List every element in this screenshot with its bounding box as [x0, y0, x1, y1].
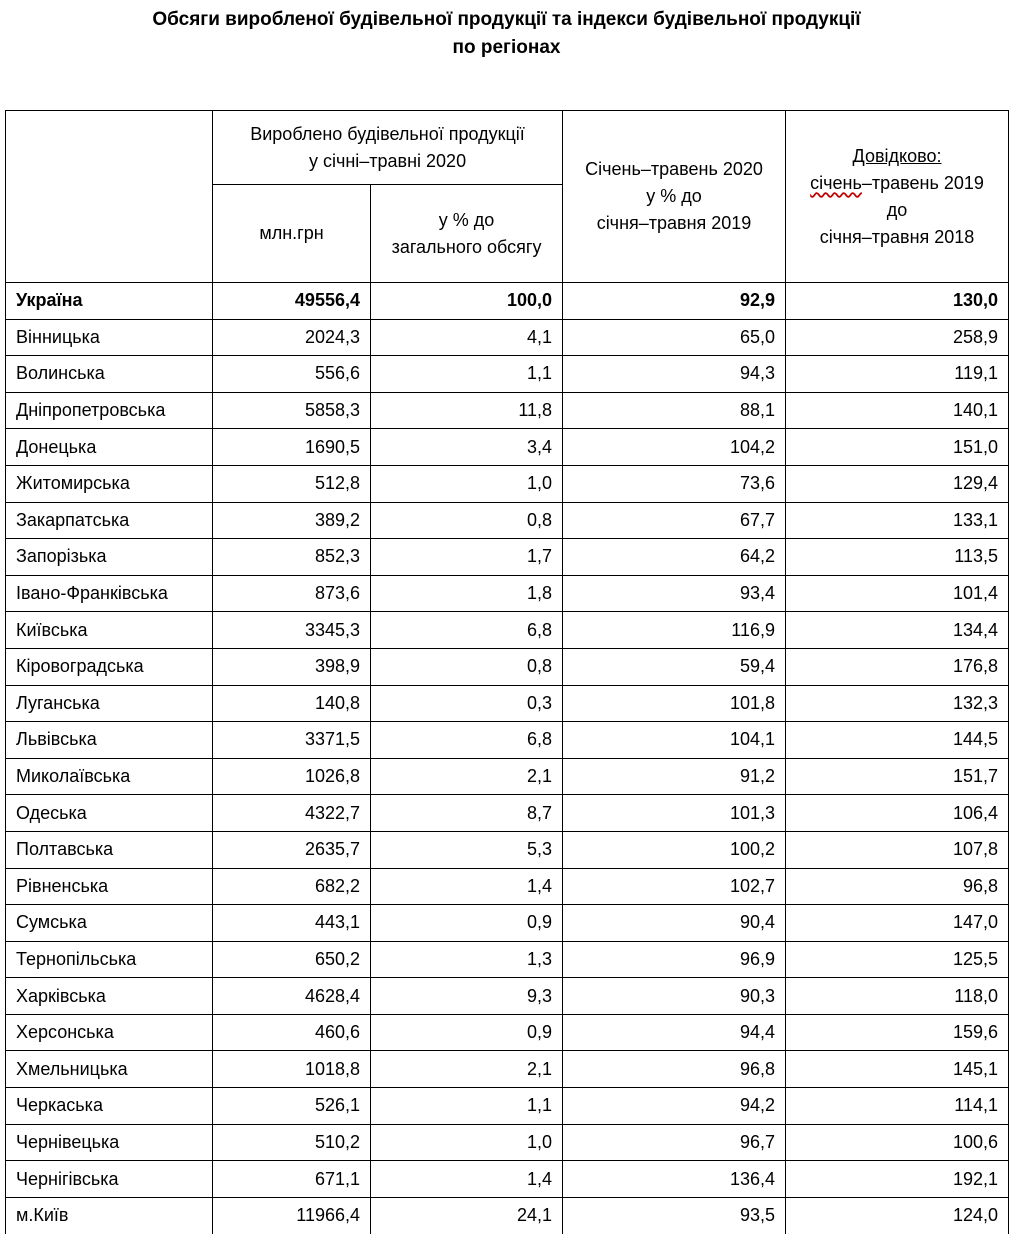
table-row: [6, 392, 1009, 429]
mln-uah-cell: 650,2: [213, 941, 371, 978]
mln-uah-cell: 460,6: [213, 1014, 371, 1051]
region-name-cell: Львівська: [6, 722, 213, 759]
table-row: [6, 465, 1009, 502]
region-name-cell: Київська: [6, 612, 213, 649]
mln-uah-cell: 389,2: [213, 502, 371, 539]
table-row: [6, 575, 1009, 612]
region-name-cell: Чернігівська: [6, 1161, 213, 1198]
pct-total-cell: 0,8: [371, 648, 563, 685]
index-2019-cell: 159,6: [786, 1014, 1009, 1051]
header-region-cell: [6, 111, 213, 283]
index-2019-cell: 114,1: [786, 1088, 1009, 1125]
mln-uah-cell: 5858,3: [213, 392, 371, 429]
pct-total-cell: 1,8: [371, 575, 563, 612]
pct-total-cell: 6,8: [371, 612, 563, 649]
mln-uah-cell: 11966,4: [213, 1197, 371, 1234]
table-row: [6, 685, 1009, 722]
index-2019-cell: 144,5: [786, 722, 1009, 759]
index-2019-cell: 132,3: [786, 685, 1009, 722]
pct-total-cell: 5,3: [371, 831, 563, 868]
pct-total-cell: 1,7: [371, 539, 563, 576]
region-name-cell: Кіровоградська: [6, 648, 213, 685]
mln-uah-cell: 4322,7: [213, 795, 371, 832]
table-row: [6, 1051, 1009, 1088]
region-name-cell: Рівненська: [6, 868, 213, 905]
mln-uah-cell: 1690,5: [213, 429, 371, 466]
mln-uah-cell: 526,1: [213, 1088, 371, 1125]
region-name-cell: Івано-Франківська: [6, 575, 213, 612]
mln-uah-cell: 852,3: [213, 539, 371, 576]
region-name-cell: Тернопільська: [6, 941, 213, 978]
pct-total-cell: 1,1: [371, 1088, 563, 1125]
header-pct-total: [371, 185, 563, 283]
mln-uah-cell: 398,9: [213, 648, 371, 685]
spellcheck-word: січень: [810, 172, 862, 193]
index-2020-cell: 94,2: [563, 1088, 786, 1125]
header-reference-line-3: січня–травня 2018: [819, 226, 975, 247]
index-2019-cell: 140,1: [786, 392, 1009, 429]
pct-total-cell: 0,9: [371, 1014, 563, 1051]
region-name-cell: Хмельницька: [6, 1051, 213, 1088]
index-2020-cell: 73,6: [563, 465, 786, 502]
header-reference-title: Довідково:: [852, 145, 942, 166]
header-jan-may-line-3: січня–травня 2019: [596, 213, 752, 233]
header-reference: [786, 111, 1009, 283]
index-2019-cell: 100,6: [786, 1124, 1009, 1161]
index-2019-cell: 147,0: [786, 905, 1009, 942]
table-row: [6, 356, 1009, 393]
table-row: [6, 722, 1009, 759]
mln-uah-cell: 3371,5: [213, 722, 371, 759]
mln-uah-cell: 2635,7: [213, 831, 371, 868]
index-2020-cell: 101,3: [563, 795, 786, 832]
mln-uah-cell: 873,6: [213, 575, 371, 612]
mln-uah-cell: 4628,4: [213, 978, 371, 1015]
region-name-cell: м.Київ: [6, 1197, 213, 1234]
region-name-cell: Одеська: [6, 795, 213, 832]
index-2020-cell: 64,2: [563, 539, 786, 576]
pct-total-cell: 3,4: [371, 429, 563, 466]
title-line-1: Обсяги виробленої будівельної продукції та індекси будівельної продукції: [152, 9, 861, 30]
index-2019-cell: 192,1: [786, 1161, 1009, 1198]
index-2019-cell: 130,0: [786, 283, 1009, 320]
table-row: [6, 795, 1009, 832]
table-row: [6, 429, 1009, 466]
index-2019-cell: 101,4: [786, 575, 1009, 612]
index-2020-cell: 67,7: [563, 502, 786, 539]
mln-uah-cell: 3345,3: [213, 612, 371, 649]
mln-uah-cell: 1018,8: [213, 1051, 371, 1088]
table-row: [6, 1197, 1009, 1234]
table-row: [6, 1124, 1009, 1161]
region-name-cell: Донецька: [6, 429, 213, 466]
header-jan-may-2020: [563, 111, 786, 283]
index-2019-cell: 118,0: [786, 978, 1009, 1015]
index-2020-cell: 91,2: [563, 758, 786, 795]
regional-construction-table: [5, 110, 1009, 1234]
table-row: [6, 648, 1009, 685]
region-name-cell: Житомирська: [6, 465, 213, 502]
region-name-cell: Україна: [6, 283, 213, 320]
index-2020-cell: 136,4: [563, 1161, 786, 1198]
index-2019-cell: 145,1: [786, 1051, 1009, 1088]
index-2020-cell: 94,4: [563, 1014, 786, 1051]
mln-uah-cell: 2024,3: [213, 319, 371, 356]
index-2020-cell: 94,3: [563, 356, 786, 393]
index-2019-cell: 107,8: [786, 831, 1009, 868]
pct-total-cell: 9,3: [371, 978, 563, 1015]
header-jan-may-line-1: Січень–травень 2020: [585, 159, 763, 179]
pct-total-cell: 1,0: [371, 1124, 563, 1161]
index-2020-cell: 59,4: [563, 648, 786, 685]
region-name-cell: Запорізька: [6, 539, 213, 576]
region-name-cell: Миколаївська: [6, 758, 213, 795]
table-row: [6, 319, 1009, 356]
header-reference-line-1: [796, 170, 998, 197]
pct-total-cell: 0,3: [371, 685, 563, 722]
region-name-cell: Сумська: [6, 905, 213, 942]
table-row: [6, 978, 1009, 1015]
title-line-2: по регіонах: [452, 37, 561, 58]
index-2020-cell: 96,9: [563, 941, 786, 978]
index-2019-cell: 125,5: [786, 941, 1009, 978]
region-name-cell: Херсонська: [6, 1014, 213, 1051]
index-2020-cell: 96,8: [563, 1051, 786, 1088]
header-pct-total-line-2: загального обсягу: [391, 236, 542, 257]
region-name-cell: Закарпатська: [6, 502, 213, 539]
mln-uah-cell: 443,1: [213, 905, 371, 942]
index-2020-cell: 96,7: [563, 1124, 786, 1161]
index-2019-cell: 151,7: [786, 758, 1009, 795]
index-2020-cell: 90,4: [563, 905, 786, 942]
index-2020-cell: 90,3: [563, 978, 786, 1015]
mln-uah-cell: 49556,4: [213, 283, 371, 320]
table-row: [6, 502, 1009, 539]
index-2019-cell: 106,4: [786, 795, 1009, 832]
index-2020-cell: 100,2: [563, 831, 786, 868]
pct-total-cell: 1,4: [371, 1161, 563, 1198]
mln-uah-cell: 1026,8: [213, 758, 371, 795]
pct-total-cell: 2,1: [371, 1051, 563, 1088]
pct-total-cell: 24,1: [371, 1197, 563, 1234]
table-row: [6, 905, 1009, 942]
header-pct-total-line-1: у % до: [438, 209, 495, 230]
table-row: [6, 758, 1009, 795]
pct-total-cell: 4,1: [371, 319, 563, 356]
mln-uah-cell: 682,2: [213, 868, 371, 905]
index-2019-cell: 133,1: [786, 502, 1009, 539]
header-produced-line-2: у січні–травні 2020: [308, 150, 467, 171]
mln-uah-cell: 671,1: [213, 1161, 371, 1198]
pct-total-cell: 1,0: [371, 465, 563, 502]
index-2020-cell: 93,4: [563, 575, 786, 612]
pct-total-cell: 8,7: [371, 795, 563, 832]
region-name-cell: Луганська: [6, 685, 213, 722]
index-2020-cell: 104,1: [563, 722, 786, 759]
table-row: [6, 868, 1009, 905]
index-2019-cell: 151,0: [786, 429, 1009, 466]
table-row: [6, 1088, 1009, 1125]
index-2019-cell: 124,0: [786, 1197, 1009, 1234]
region-name-cell: Полтавська: [6, 831, 213, 868]
pct-total-cell: 11,8: [371, 392, 563, 429]
table-row: [6, 612, 1009, 649]
header-row-1: [6, 111, 1009, 185]
total-row: [6, 283, 1009, 320]
table-row: [6, 539, 1009, 576]
header-reference-line-2: до: [886, 199, 908, 220]
pct-total-cell: 6,8: [371, 722, 563, 759]
index-2019-cell: 258,9: [786, 319, 1009, 356]
index-2019-cell: 176,8: [786, 648, 1009, 685]
region-name-cell: Черкаська: [6, 1088, 213, 1125]
document-title: [0, 6, 1013, 62]
index-2020-cell: 102,7: [563, 868, 786, 905]
mln-uah-cell: 512,8: [213, 465, 371, 502]
table-row: [6, 1014, 1009, 1051]
index-2020-cell: 65,0: [563, 319, 786, 356]
pct-total-cell: 1,4: [371, 868, 563, 905]
header-reference-line-1-rest: –травень 2019: [861, 172, 984, 193]
pct-total-cell: 100,0: [371, 283, 563, 320]
index-2020-cell: 101,8: [563, 685, 786, 722]
pct-total-cell: 1,1: [371, 356, 563, 393]
index-2020-cell: 116,9: [563, 612, 786, 649]
index-2020-cell: 93,5: [563, 1197, 786, 1234]
pct-total-cell: 2,1: [371, 758, 563, 795]
mln-uah-cell: 140,8: [213, 685, 371, 722]
region-name-cell: Вінницька: [6, 319, 213, 356]
index-2019-cell: 119,1: [786, 356, 1009, 393]
pct-total-cell: 1,3: [371, 941, 563, 978]
index-2019-cell: 113,5: [786, 539, 1009, 576]
index-2019-cell: 134,4: [786, 612, 1009, 649]
index-2020-cell: 92,9: [563, 283, 786, 320]
header-produced-line-1: Вироблено будівельної продукції: [250, 123, 525, 144]
table-row: [6, 1161, 1009, 1198]
index-2019-cell: 96,8: [786, 868, 1009, 905]
index-2020-cell: 88,1: [563, 392, 786, 429]
table-row: [6, 831, 1009, 868]
pct-total-cell: 0,9: [371, 905, 563, 942]
header-mln-uah: млн.грн: [213, 185, 371, 283]
region-name-cell: Волинська: [6, 356, 213, 393]
region-name-cell: Дніпропетровська: [6, 392, 213, 429]
header-produced: [213, 111, 563, 185]
header-jan-may-line-2: у % до: [646, 186, 702, 206]
mln-uah-cell: 556,6: [213, 356, 371, 393]
index-2020-cell: 104,2: [563, 429, 786, 466]
region-name-cell: Чернівецька: [6, 1124, 213, 1161]
mln-uah-cell: 510,2: [213, 1124, 371, 1161]
region-name-cell: Харківська: [6, 978, 213, 1015]
table-row: [6, 941, 1009, 978]
pct-total-cell: 0,8: [371, 502, 563, 539]
index-2019-cell: 129,4: [786, 465, 1009, 502]
